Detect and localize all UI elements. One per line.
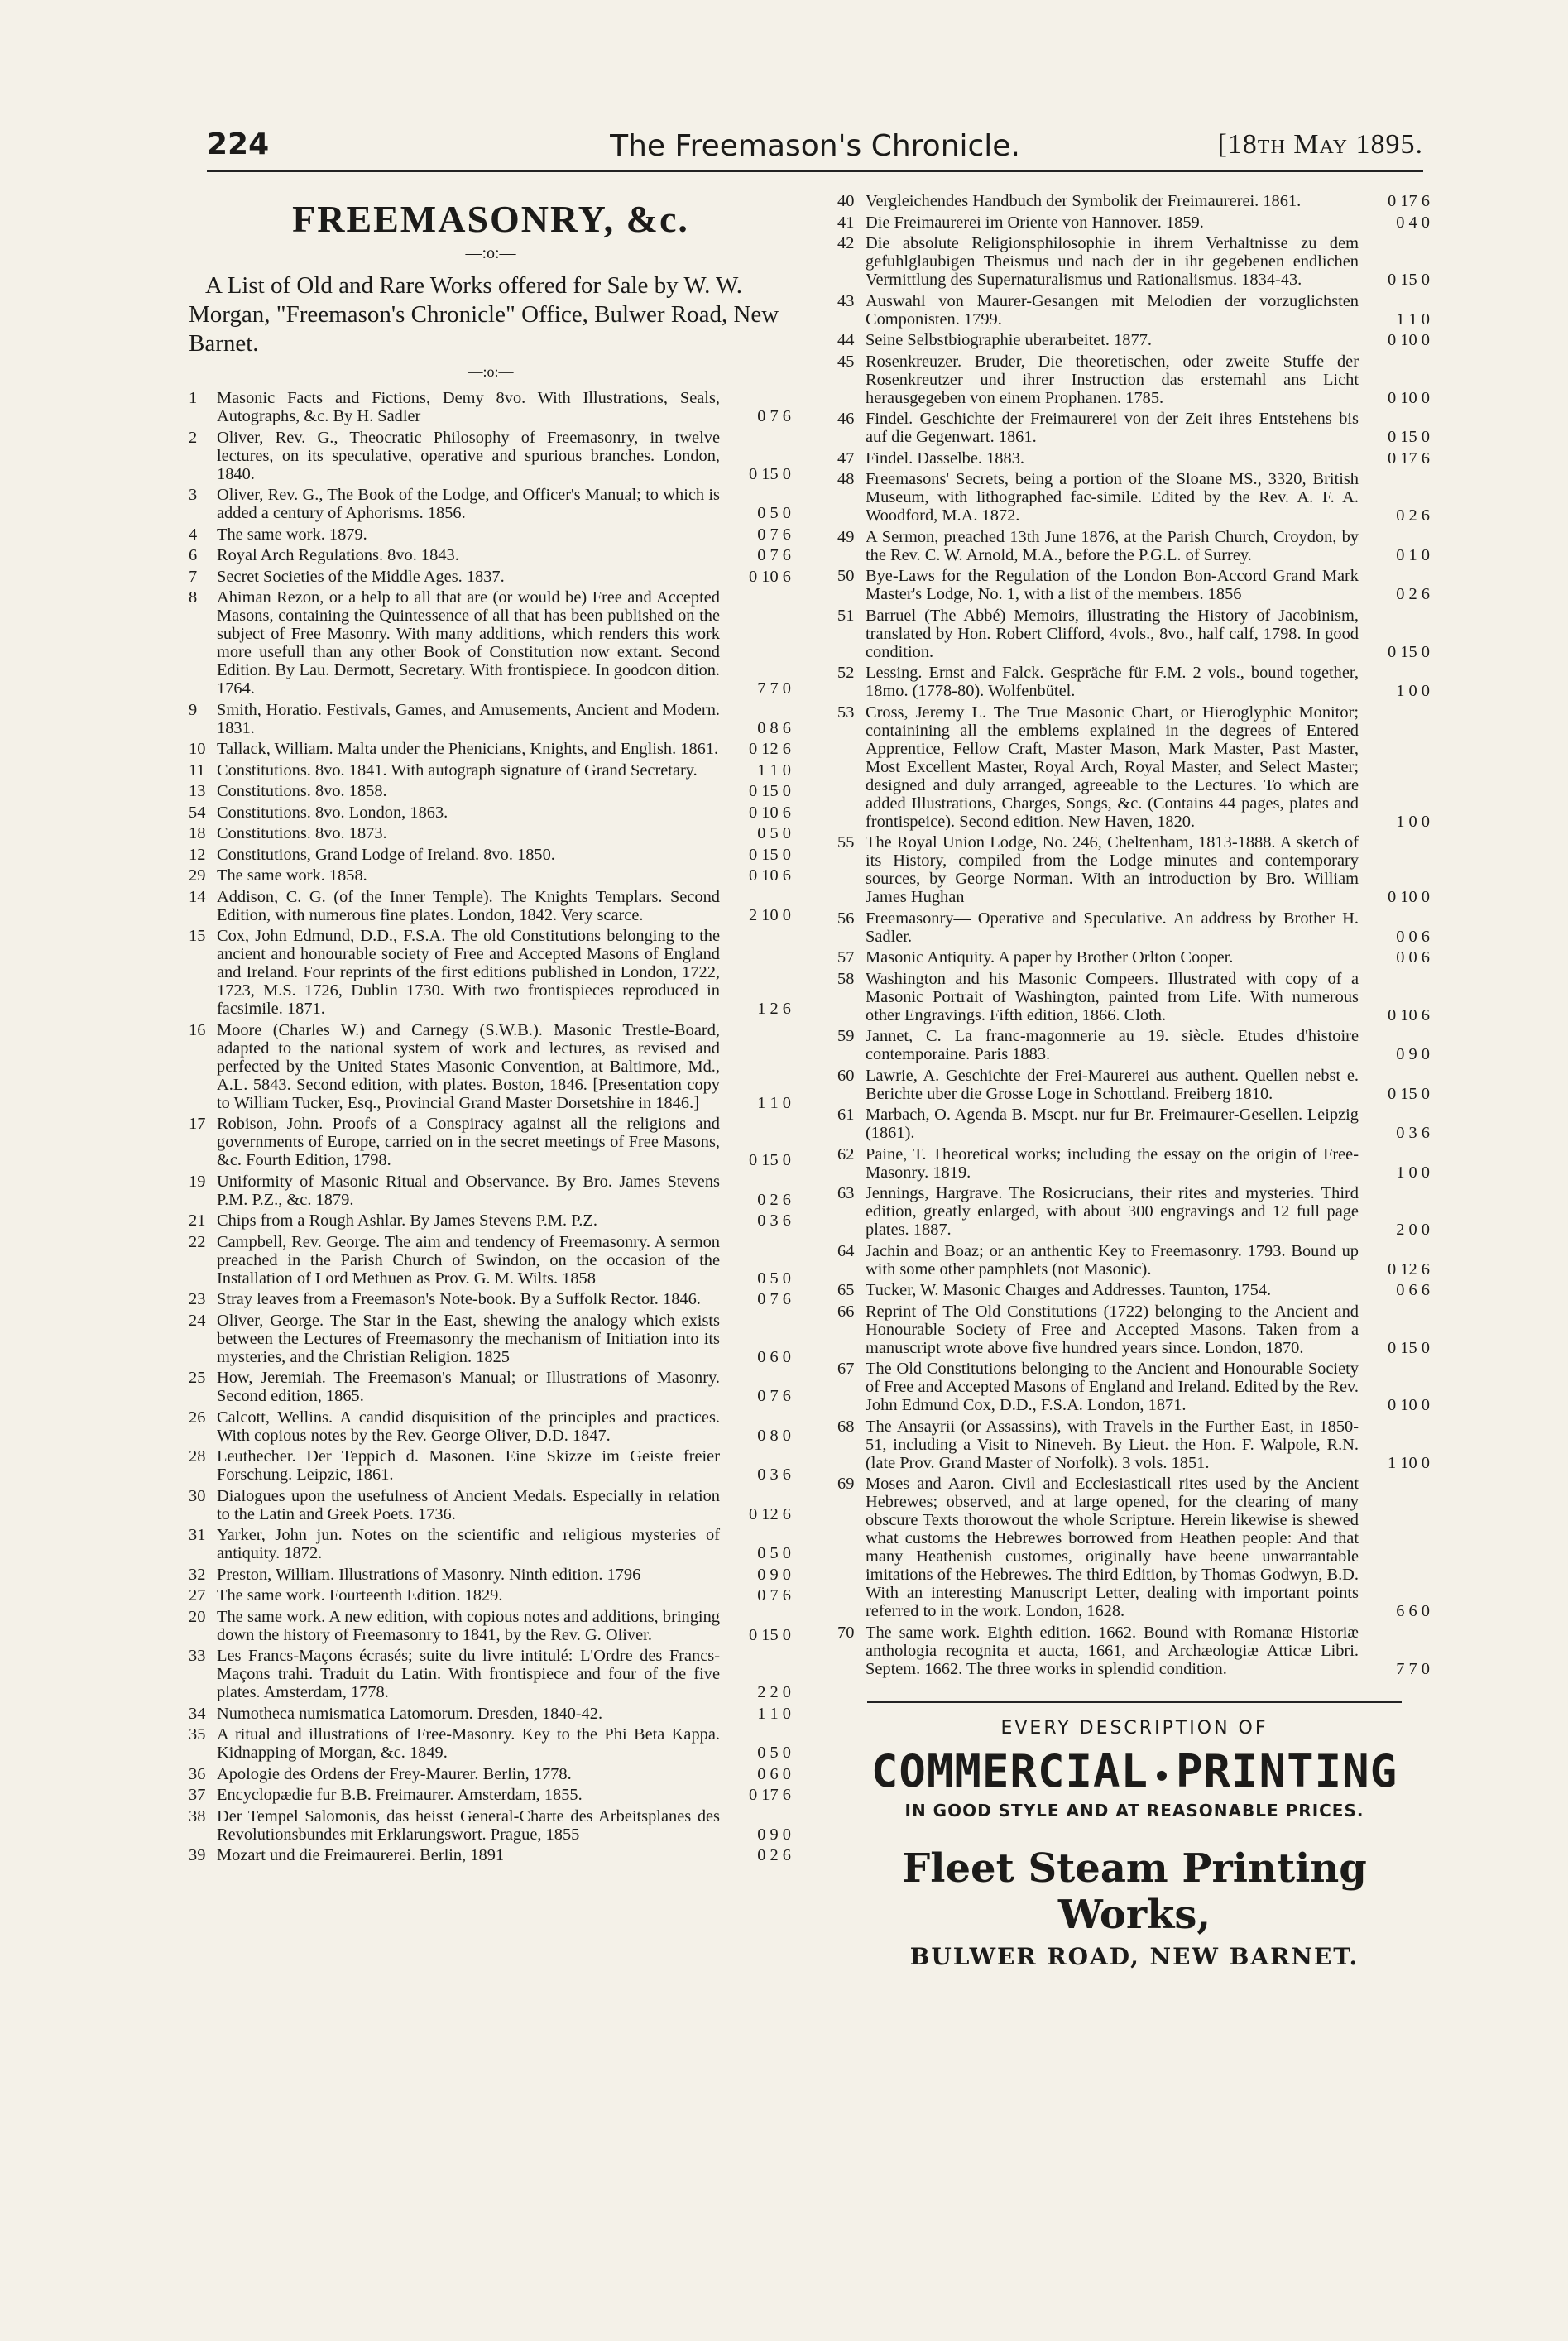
right-column — [837, 192, 1431, 1970]
item-price: 0 15 0 — [749, 782, 791, 800]
item-price: 0 17 6 — [1388, 449, 1430, 468]
item-price: 0 5 0 — [757, 504, 791, 522]
book-listing — [189, 1526, 793, 1562]
item-number: 22 — [189, 1232, 206, 1251]
item-price: 0 10 0 — [1388, 1396, 1430, 1414]
item-description: Tallack, William. Malta under the Phenicians, Knights, and English. 1861. — [217, 740, 719, 758]
item-description: The Old Constitutions belonging to the Ancient and Honourable Society of Free and Accepted Masons of England and Ireland. Edited by the Rev. John Edmund Cox, D.D., F.S.A. London, 1871. — [866, 1360, 1359, 1414]
book-listing — [837, 1418, 1431, 1472]
item-price: 0 8 0 — [757, 1426, 791, 1445]
item-description: Oliver, Rev. G., Theocratic Philosophy of Freemasonry, in twelve lectures, on its speculative, operative and spurious branches. London, 1840. — [217, 428, 720, 483]
item-number: 26 — [189, 1408, 206, 1427]
item-description: Findel. Geschichte der Freimaurerei von der Zeit ihres Entstehens bis auf die Gegenwart. 1861. — [866, 410, 1359, 446]
item-number: 51 — [837, 606, 855, 625]
item-description: Freemasonry— Operative and Speculative. An address by Brother H. Sadler. — [866, 909, 1359, 946]
item-price: 0 7 6 — [757, 1586, 791, 1605]
book-listing — [837, 1184, 1431, 1239]
book-listing — [837, 1302, 1431, 1357]
book-listing — [189, 1021, 793, 1112]
item-number: 54 — [189, 803, 206, 822]
item-description: Rosenkreuzer. Bruder, Die theoretischen, oder zweite Stuffe der Rosenkreutzer und ihrer Instruction das erstemahl ans Licht herausgegeben von einem Prophanen. 1785. — [866, 352, 1359, 407]
item-price: 1 1 0 — [757, 760, 791, 780]
book-listing — [189, 1786, 793, 1804]
item-price: 0 2 6 — [1396, 506, 1430, 525]
book-listing — [189, 546, 793, 564]
book-listing — [837, 292, 1431, 329]
item-price: 1 1 0 — [757, 1704, 791, 1723]
item-number: 64 — [837, 1241, 855, 1260]
item-description: A Sermon, preached 13th June 1876, at the Parish Church, Croydon, by the Rev. C. W. Arnold, M.A., before the P.G.L. of Surrey. — [866, 527, 1359, 564]
item-number: 68 — [837, 1417, 855, 1436]
section-intro: A List of Old and Rare Works offered for Sale by W. W. Morgan, "Freemason's Chronicle" Office, Bulwer Road, New Barnet. — [189, 272, 779, 357]
item-number: 32 — [189, 1565, 206, 1584]
item-price: 0 9 0 — [757, 1565, 791, 1584]
item-description: Tucker, W. Masonic Charges and Addresses. Taunton, 1754. — [866, 1281, 1272, 1299]
book-listing — [189, 1173, 793, 1209]
item-price: 2 0 0 — [1396, 1221, 1430, 1239]
item-price: 0 10 0 — [1388, 388, 1430, 407]
item-number: 46 — [837, 410, 855, 428]
book-listing — [837, 213, 1431, 232]
book-listing — [837, 1242, 1431, 1278]
item-number: 20 — [189, 1607, 206, 1626]
item-description: Yarker, John jun. Notes on the scientific and religious mysteries of antiquity. 1872. — [217, 1526, 720, 1562]
book-listing — [837, 1106, 1431, 1142]
book-listing — [837, 192, 1431, 210]
book-listing — [189, 588, 793, 698]
item-description: The same work. Eighth edition. 1662. Bound with Romanæ Historiæ anthologia recognita et aucta, 1661, and Archæologiæ Atticæ Libri. Septem. 1662. The three works in splendid condition. — [866, 1623, 1359, 1678]
book-listing — [189, 866, 793, 885]
item-price: 0 6 0 — [757, 1764, 791, 1783]
item-price: 0 1 0 — [1396, 545, 1430, 564]
item-number: 50 — [837, 567, 855, 585]
item-number: 33 — [189, 1647, 206, 1665]
item-price: 0 8 6 — [757, 718, 791, 737]
item-price: 0 10 6 — [749, 866, 791, 885]
item-description: The same work. Fourteenth Edition. 1829. — [217, 1586, 503, 1605]
item-description: Preston, William. Illustrations of Masonry. Ninth edition. 1796 — [217, 1565, 641, 1584]
item-price: 0 4 0 — [1396, 213, 1430, 232]
item-price: 1 2 6 — [757, 1000, 791, 1018]
item-description: Addison, C. G. (of the Inner Temple). The Knights Templars. Second Edition, with numerous fine plates. London, 1842. Very scarce. — [217, 887, 720, 924]
item-price: 0 6 6 — [1396, 1281, 1430, 1299]
book-listing — [189, 824, 793, 842]
book-listing — [189, 486, 793, 522]
item-description: Cross, Jeremy L. The True Masonic Chart, or Hieroglyphic Monitor; containining all the emblems explained in the degrees of Entered Apprentice, Fellow Craft, Master Mason, Mark Master, Past Master, Most Excellent Master, Royal Arch, Royal Master, and Select Master; designed and duly arranged, agreeable to the Lectures. To which are added Illustrations, Charges, Songs, &c. (Contains 44 pages, plates and frontispeice). Second edition. New Haven, 1820. — [866, 703, 1359, 831]
item-number: 44 — [837, 331, 855, 349]
item-description: Smith, Horatio. Festivals, Games, and Amusements, Ancient and Modern. 1831. — [217, 700, 720, 737]
item-description: Stray leaves from a Freemason's Note-book. By a Suffolk Rector. 1846. — [217, 1290, 701, 1308]
book-listing — [189, 525, 793, 544]
advert-company: Fleet Steam Printing Works, — [902, 1844, 1367, 1938]
item-price: 0 15 0 — [749, 845, 791, 864]
item-description: Jannet, C. La franc-magonnerie au 19. siècle. Etudes d'histoire contemporaine. Paris 1883. — [866, 1027, 1359, 1063]
item-number: 67 — [837, 1360, 855, 1378]
book-listing — [837, 567, 1431, 603]
book-listing — [189, 1408, 793, 1445]
page-header — [207, 124, 1423, 174]
section-separator: —:o:— — [465, 244, 516, 262]
item-description: Apologie des Ordens der Frey-Maurer. Berlin, 1778. — [217, 1764, 572, 1783]
book-listing — [837, 948, 1431, 967]
item-number: 48 — [837, 470, 855, 488]
item-description: The Royal Union Lodge, No. 246, Cheltenham, 1813-1888. A sketch of its History, compiled from the Lodge minutes and contemporary sources, by George Norman. With an introduction by Bro. William James Hughan — [866, 833, 1359, 906]
item-description: The same work. A new edition, with copious notes and additions, bringing down the history of Freemasonry to 1841, by the Rev. G. Oliver. — [217, 1607, 720, 1644]
item-description: Constitutions. 8vo. 1873. — [217, 824, 387, 842]
item-number: 16 — [189, 1020, 206, 1039]
item-price: 0 10 0 — [1388, 888, 1430, 906]
page-number: 224 — [207, 127, 270, 161]
item-description: The same work. 1879. — [217, 525, 367, 544]
book-listing — [837, 449, 1431, 468]
item-description: Robison, John. Proofs of a Conspiracy against all the religions and governments of Europe, carried on in the secret meetings of Free Masons, &c. Fourth Edition, 1798. — [217, 1115, 720, 1169]
item-number: 56 — [837, 909, 855, 928]
item-number: 62 — [837, 1144, 855, 1163]
book-listing — [189, 701, 793, 737]
item-number: 17 — [189, 1115, 206, 1133]
item-number: 58 — [837, 969, 855, 988]
item-number: 1 — [189, 389, 198, 407]
item-price: 0 2 6 — [1396, 585, 1430, 603]
item-description: Jachin and Boaz; or an anthentic Key to Freemasonry. 1793. Bound up with some other pamphlets (not Masonic). — [866, 1241, 1359, 1278]
item-description: Leuthecher. Der Teppich d. Masonen. Eine Skizze im Geiste freier Forschung. Leipzic, 1861. — [217, 1447, 720, 1484]
book-listing — [837, 353, 1431, 407]
book-listing — [189, 888, 793, 924]
item-price: 7 7 0 — [757, 679, 791, 698]
book-listing — [189, 1725, 793, 1762]
item-price: 0 6 0 — [757, 1347, 791, 1366]
item-description: Vergleichendes Handbuch der Symbolik der Freimaurerei. 1861. — [866, 192, 1302, 210]
item-number: 39 — [189, 1846, 206, 1864]
item-number: 36 — [189, 1764, 206, 1783]
item-description: Constitutions. 8vo. 1858. — [217, 782, 387, 800]
book-listing — [837, 703, 1431, 831]
item-description: Les Francs-Maçons écrasés; suite du livre intitulé: L'Ordre des Francs-Maçons trahi. Traduit du Latin. With frontispiece and four of the five plates. Amsterdam, 1778. — [217, 1647, 720, 1701]
item-number: 41 — [837, 213, 855, 232]
item-price: 0 5 0 — [757, 824, 791, 842]
book-listing — [189, 846, 793, 864]
item-price: 2 10 0 — [749, 905, 791, 924]
book-list-right — [837, 192, 1431, 1678]
item-description: Chips from a Rough Ashlar. By James Stevens P.M. P.Z. — [217, 1211, 597, 1230]
item-description: Encyclopædie fur B.B. Freimaurer. Amsterdam, 1855. — [217, 1786, 583, 1804]
item-number: 63 — [837, 1184, 855, 1202]
item-number: 60 — [837, 1066, 855, 1085]
item-description: Mozart und die Freimaurerei. Berlin, 1891 — [217, 1846, 505, 1864]
item-description: Moses and Aaron. Civil and Ecclesiasticall rites used by the Ancient Hebrewes; observed, and at large opened, for the clearing of many obscure Texts thorowout the whole Scripture. Herein likewise is shewed what customs the Hebrewes borrowed from Heathen people: And that many Heathenish customes, originally have beene unwarrantable imitations of the Hebrewes. The third Edition, by Thomas Godwyn, B.D. With an interesting Manuscript Letter, dealing with important points referred to in the work. London, 1628. — [866, 1475, 1359, 1620]
item-description: Jennings, Hargrave. The Rosicrucians, their rites and mysteries. Third edition, greatly enlarged, with about 300 engravings and 12 full page plates. 1887. — [866, 1184, 1359, 1239]
item-number: 59 — [837, 1027, 855, 1045]
item-price: 2 2 0 — [757, 1683, 791, 1701]
item-price: 1 1 0 — [757, 1093, 791, 1112]
advert-rule — [867, 1701, 1402, 1703]
item-number: 40 — [837, 192, 855, 210]
item-number: 18 — [189, 824, 206, 842]
item-number: 28 — [189, 1447, 206, 1466]
item-price: 0 15 0 — [1388, 1084, 1430, 1103]
item-number: 2 — [189, 428, 198, 447]
item-price: 0 15 0 — [1388, 428, 1430, 446]
item-description: Auswahl von Maurer-Gesangen mit Melodien der vorzuglichsten Componisten. 1799. — [866, 291, 1359, 329]
item-description: Freemasons' Secrets, being a portion of the Sloane MS., 3320, British Museum, with lithographed fac-simile. Edited by the Rev. A. F. A. Woodford, M.A. 1872. — [866, 470, 1359, 525]
book-listing — [189, 429, 793, 483]
item-number: 69 — [837, 1475, 855, 1493]
item-number: 45 — [837, 352, 855, 371]
item-number: 65 — [837, 1281, 855, 1299]
item-price: 0 15 0 — [1388, 271, 1430, 289]
item-description: The same work. 1858. — [217, 866, 367, 885]
item-description: Oliver, George. The Star in the East, shewing the analogy which exists between the Lectures of Freemasonry the mechanism of Initiation into its mysteries, and the Christian Religion. 1825 — [217, 1311, 720, 1366]
item-price: 1 0 0 — [1396, 812, 1430, 831]
item-price: 6 6 0 — [1396, 1602, 1430, 1620]
item-description: Oliver, Rev. G., The Book of the Lodge, and Officer's Manual; to which is added a century of Aphorisms. 1856. — [217, 486, 720, 522]
book-listing — [189, 1765, 793, 1783]
item-price: 0 12 6 — [1388, 1259, 1430, 1278]
book-listing — [837, 1067, 1431, 1103]
item-price: 0 3 6 — [1396, 1124, 1430, 1142]
item-description: A ritual and illustrations of Free-Masonry. Key to the Phi Beta Kappa. Kidnapping of Morgan, &c. 1849. — [217, 1725, 720, 1762]
left-column — [189, 192, 793, 1868]
item-number: 10 — [189, 740, 206, 758]
book-listing — [837, 909, 1431, 946]
book-listing — [837, 833, 1431, 906]
book-listing — [837, 1475, 1431, 1620]
item-price: 1 10 0 — [1388, 1453, 1430, 1472]
item-description: Bye-Laws for the Regulation of the London Bon-Accord Grand Mark Master's Lodge, No. 1, with a list of the members. 1856 — [866, 567, 1359, 603]
book-listing — [837, 607, 1431, 661]
item-description: Campbell, Rev. George. The aim and tendency of Freemasonry. A sermon preached in the Parish Church of Swindon, on the occasion of the Installation of Lord Methuen as Prov. G. M. Wilts. 1858 — [217, 1232, 720, 1288]
book-listing — [189, 568, 793, 586]
item-number: 4 — [189, 525, 198, 544]
item-description: Marbach, O. Agenda B. Mscpt. nur fur Br. Freimaurer-Gesellen. Leipzig (1861). — [866, 1106, 1359, 1142]
book-listing — [837, 1027, 1431, 1063]
item-number: 43 — [837, 291, 855, 310]
item-price: 0 10 6 — [1388, 1005, 1430, 1024]
book-listing — [189, 1608, 793, 1644]
item-number: 8 — [189, 588, 198, 607]
book-listing — [837, 1360, 1431, 1414]
item-number: 31 — [189, 1526, 206, 1544]
advert-address: BULWER ROAD, NEW BARNET. — [909, 1942, 1359, 1970]
book-listing — [837, 234, 1431, 289]
item-description: Barruel (The Abbé) Memoirs, illustrating the History of Jacobinism, translated by Hon. Robert Clifford, 4vols., 8vo., half calf, 1798. In good condition. — [866, 606, 1359, 661]
advert-word-commercial: COMMERCIAL — [870, 1744, 1148, 1797]
item-number: 19 — [189, 1172, 206, 1191]
item-description: Dialogues upon the usefulness of Ancient Medals. Especially in relation to the Latin and Greek Poets. 1736. — [217, 1486, 720, 1523]
bullet-icon: ● — [1156, 1763, 1168, 1784]
book-listing — [837, 664, 1431, 700]
item-number: 53 — [837, 703, 855, 722]
book-listing — [189, 740, 793, 758]
item-description: Ahiman Rezon, or a help to all that are (or would be) Free and Accepted Masons, containing the Quintessence of all that has been published on the subject of Free Masonry. With many additions, which renders this work more usefull than any other Book of Constitution now extant. Second Edition. By Lau. Dermott, Secretary. With frontispiece. In goodcon dition. 1764. — [217, 588, 720, 698]
item-number: 23 — [189, 1290, 206, 1308]
item-number: 70 — [837, 1623, 855, 1642]
item-description: Constitutions. 8vo. London, 1863. — [217, 803, 448, 822]
item-description: Constitutions. 8vo. 1841. With autograph signature of Grand Secretary. — [217, 760, 698, 780]
item-description: Lawrie, A. Geschichte der Frei-Maurerei aus authent. Quellen nebst e. Berichte uber die Grosse Loge in Schottland. Freiberg 1810. — [866, 1066, 1359, 1103]
item-number: 6 — [189, 546, 198, 564]
item-description: Die Freimaurerei im Oriente von Hannover. 1859. — [866, 213, 1204, 232]
item-price: 0 7 6 — [757, 546, 791, 564]
item-number: 3 — [189, 486, 198, 504]
item-number: 57 — [837, 948, 855, 967]
item-price: 0 0 6 — [1396, 948, 1430, 967]
advert-word-printing: PRINTING — [1176, 1744, 1398, 1797]
book-listing — [189, 804, 793, 822]
item-price: 0 7 6 — [757, 407, 791, 425]
book-listing — [189, 1487, 793, 1523]
item-price: 0 3 6 — [757, 1466, 791, 1484]
item-description: Findel. Dasselbe. 1883. — [866, 449, 1024, 468]
item-price: 0 10 6 — [749, 803, 791, 822]
advert-intro: EVERY DESCRIPTION OF — [1000, 1717, 1268, 1739]
item-number: 34 — [189, 1704, 206, 1723]
item-price: 1 0 0 — [1396, 1163, 1430, 1182]
item-number: 15 — [189, 927, 206, 945]
book-listing — [189, 1566, 793, 1584]
item-description: Uniformity of Masonic Ritual and Observance. By Bro. James Stevens P.M. P.Z., &c. 1879. — [217, 1172, 720, 1209]
item-number: 9 — [189, 700, 198, 719]
item-price: 0 10 0 — [1388, 331, 1430, 349]
item-price: 0 5 0 — [757, 1544, 791, 1562]
item-price: 0 10 6 — [749, 567, 791, 586]
item-price: 0 17 6 — [1388, 192, 1430, 210]
item-number: 11 — [189, 760, 205, 780]
item-description: Reprint of The Old Constitutions (1722) belonging to the Ancient and Honourable Society of Free and Accepted Masons. Taken from a manuscript wrote above five hundred years since. London, 1870. — [866, 1302, 1359, 1357]
item-number: 49 — [837, 527, 855, 546]
item-price: 0 7 6 — [757, 1387, 791, 1405]
item-description: Die absolute Religionsphilosophie in ihrem Verhaltnisse zu dem gefuhlglaubigen Theismus und nach der in ihr gegebenen endlichen Vermittlung des Supernaturalismus und Rationalismus. 1834-43. — [866, 234, 1359, 289]
book-listing — [837, 1145, 1431, 1182]
item-description: Masonic Facts and Fictions, Demy 8vo. With Illustrations, Seals, Autographs, &c. By H. Sadler — [217, 389, 720, 425]
item-price: 0 7 6 — [757, 525, 791, 544]
item-description: Royal Arch Regulations. 8vo. 1843. — [217, 546, 459, 564]
item-description: Washington and his Masonic Compeers. Illustrated with copy of a Masonic Portrait of Washington, painted from Life. With numerous other Engravings. Fifth edition, 1866. Cloth. — [866, 969, 1359, 1024]
item-price: 0 3 6 — [757, 1211, 791, 1230]
item-description: Lessing. Ernst and Falck. Gespräche für F.M. 2 vols., bound together, 18mo. (1778-80). Wolfenbütel. — [866, 664, 1359, 700]
item-description: Der Tempel Salomonis, das heisst General-Charte des Arbeitsplanes des Revolutionsbundes mit Erklarungswort. Prague, 1855 — [217, 1806, 720, 1844]
item-description: Numotheca numismatica Latomorum. Dresden, 1840-42. — [217, 1704, 603, 1723]
book-listing — [189, 1586, 793, 1605]
section-title: FREEMASONRY, &c. — [292, 198, 689, 240]
book-listing — [189, 1290, 793, 1308]
item-price: 0 17 6 — [749, 1786, 791, 1804]
item-description: Paine, T. Theoretical works; including the essay on the origin of Free-Masonry. 1819. — [866, 1144, 1359, 1182]
book-listing — [189, 1447, 793, 1484]
item-price: 0 15 0 — [749, 1151, 791, 1169]
item-number: 21 — [189, 1211, 206, 1230]
item-number: 7 — [189, 567, 198, 586]
item-price: 0 0 6 — [1396, 927, 1430, 946]
item-description: Secret Societies of the Middle Ages. 1837. — [217, 567, 505, 586]
item-description: How, Jeremiah. The Freemason's Manual; or Illustrations of Masonry. Second edition, 1865. — [217, 1369, 720, 1405]
book-listing — [189, 1211, 793, 1230]
item-price: 0 5 0 — [757, 1269, 791, 1288]
item-number: 35 — [189, 1725, 206, 1744]
publication-title: The Freemason's Chronicle. — [610, 129, 1020, 163]
book-listing — [189, 1115, 793, 1169]
book-listing — [189, 1233, 793, 1288]
issue-date: [18th May 1895. — [1217, 129, 1423, 160]
item-description: Moore (Charles W.) and Carnegy (S.W.B.). Masonic Trestle-Board, adapted to the national system of work and lectures, as revised and perfected by the United States Masonic Convention, at Baltimore, Md., A.L. 5843. Second edition, with plates. Boston, 1846. [Presentation copy to William Tucker, Esq., Provincial Grand Master Dorsetshire in 1846.] — [217, 1020, 720, 1112]
item-price: 0 9 0 — [1396, 1045, 1430, 1063]
book-listing — [837, 1624, 1431, 1678]
item-number: 61 — [837, 1106, 855, 1124]
item-number: 66 — [837, 1302, 855, 1321]
item-price: 0 12 6 — [749, 740, 791, 758]
item-number: 42 — [837, 234, 855, 252]
item-number: 27 — [189, 1586, 206, 1605]
item-description: Constitutions, Grand Lodge of Ireland. 8vo. 1850. — [217, 845, 555, 864]
book-listing — [189, 761, 793, 780]
item-description: Calcott, Wellins. A candid disquisition of the principles and practices. With copious notes by the Rev. George Oliver, D.D. 1847. — [217, 1408, 720, 1445]
item-description: The Ansayrii (or Assassins), with Travels in the Further East, in 1850-51, including a Visit to Nineveh. By Lieut. the Hon. F. Walpole, R.N. (late Prov. Grand Master of Norfolk). 3 vols. 1851. — [866, 1417, 1359, 1472]
item-price: 0 5 0 — [757, 1744, 791, 1762]
book-listing — [837, 528, 1431, 564]
book-listing — [189, 1807, 793, 1844]
book-listing — [837, 470, 1431, 525]
book-listing — [837, 410, 1431, 446]
item-number: 29 — [189, 866, 206, 885]
book-listing — [837, 970, 1431, 1024]
item-price: 0 9 0 — [757, 1825, 791, 1844]
item-number: 13 — [189, 782, 206, 800]
book-listing — [189, 1846, 793, 1864]
book-list-left — [189, 389, 793, 1864]
item-description: Seine Selbstbiographie uberarbeitet. 1877. — [866, 331, 1152, 349]
item-number: 55 — [837, 833, 855, 851]
book-listing — [189, 1705, 793, 1723]
header-rule — [207, 170, 1423, 172]
item-price: 0 15 0 — [749, 1625, 791, 1644]
item-number: 25 — [189, 1369, 206, 1387]
item-number: 37 — [189, 1786, 206, 1804]
item-price: 1 1 0 — [1396, 309, 1430, 329]
printing-advert — [837, 1701, 1431, 1970]
book-listing — [189, 782, 793, 800]
intro-separator: —:o:— — [468, 363, 514, 380]
book-listing — [189, 927, 793, 1018]
item-number: 38 — [189, 1806, 206, 1825]
item-price: 0 15 0 — [1388, 1338, 1430, 1357]
item-description: Masonic Antiquity. A paper by Brother Orlton Cooper. — [866, 948, 1234, 967]
item-number: 30 — [189, 1486, 206, 1505]
item-price: 1 0 0 — [1396, 682, 1430, 700]
book-listing — [189, 389, 793, 425]
advert-headline — [837, 1745, 1431, 1797]
advert-tagline: IN GOOD STYLE AND AT REASONABLE PRICES. — [904, 1800, 1364, 1821]
item-number: 52 — [837, 664, 855, 682]
item-number: 12 — [189, 845, 206, 864]
item-number: 24 — [189, 1311, 206, 1330]
item-number: 47 — [837, 449, 855, 468]
item-price: 0 12 6 — [749, 1504, 791, 1523]
item-description: Cox, John Edmund, D.D., F.S.A. The old Constitutions belonging to the ancient and honourable society of Free and Accepted Masons of England and Ireland. Four reprints of the first editions published in London, 1722, 1723, M.S. 1726, Dublin 1730. With two frontispieces reproduced in facsimile. 1871. — [217, 927, 720, 1018]
item-number: 14 — [189, 887, 206, 906]
book-listing — [837, 1281, 1431, 1299]
book-listing — [189, 1647, 793, 1701]
item-price: 0 2 6 — [757, 1846, 791, 1864]
item-price: 7 7 0 — [1396, 1659, 1430, 1678]
book-listing — [837, 331, 1431, 349]
item-price: 0 15 0 — [1388, 642, 1430, 661]
item-price: 0 15 0 — [749, 464, 791, 483]
item-price: 0 2 6 — [757, 1190, 791, 1209]
book-listing — [189, 1312, 793, 1366]
book-listing — [189, 1369, 793, 1405]
item-price: 0 7 6 — [757, 1290, 791, 1308]
